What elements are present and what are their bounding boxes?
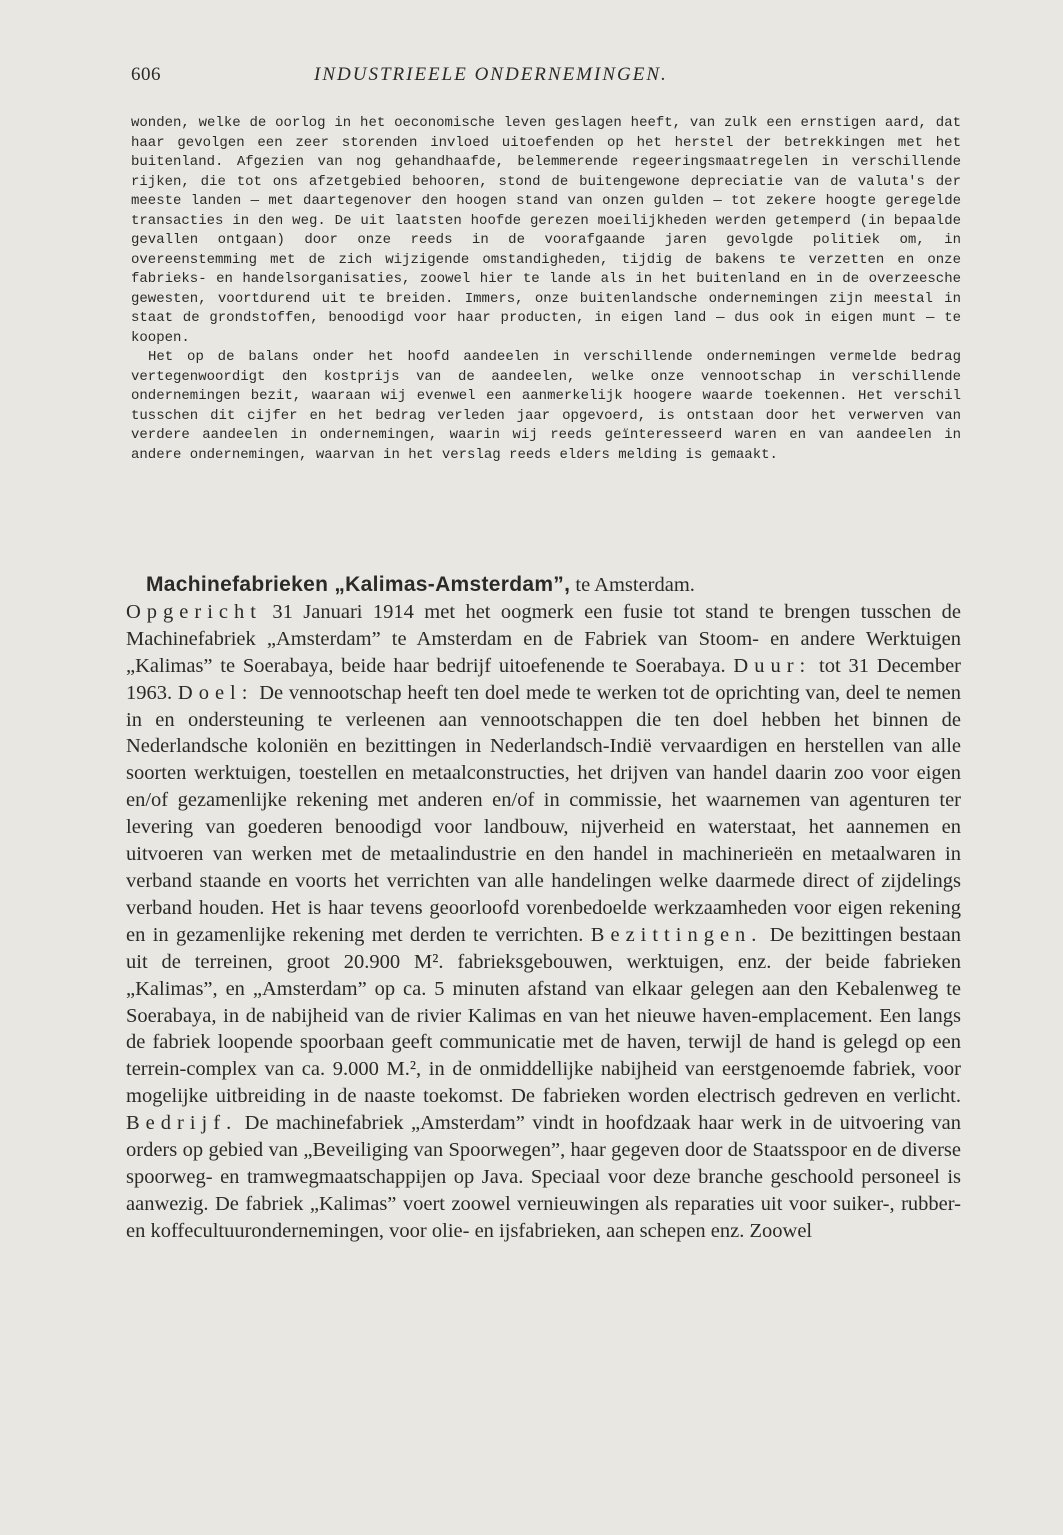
page-header — [131, 64, 961, 94]
intro-paragraph-2: Het op de balans onder het hoofd aandeelen in verschillende ondernemingen vermelde bedrag vertegenwoordigt den kostprijs van de aandeelen, welke onze vennootschap in verschillende ondernemingen bezit, waaraan wij evenwel een aanmerkelijk hoogere waarde toekennen. Het verschil tusschen dit cijfer en het bedrag verleden jaar opgevoerd, is ontstaan door het verwerven van verdere aandeelen in ondernemingen, waarin wij reeds geïnteresseerd waren en van aandeelen in andere ondernemingen, waarvan in het verslag reeds elders melding is gemaakt. — [131, 349, 961, 463]
label-opgericht: Opgericht — [126, 600, 262, 623]
label-bezittingen: Bezittingen. — [590, 923, 763, 946]
text-opgericht: 31 Januari 1914 met het oogmerk een fusie tot stand te brengen tusschen de Machinefabriek „Amsterdam” te Amsterdam en de Fabriek van Stoom- en andere Werktuigen „Kalimas” te Soerabaya, beide haar bedrijf uitoefenende te Soerabaya. — [126, 600, 961, 677]
text-doel: De vennootschap heeft ten doel mede te werken tot de oprichting van, deel te nemen in en ondersteuning te verleenen aan vennootschappen die ten doel hebben het binnen de Nederlandsche koloniën en bezittingen in Nederlandsch-Indië vervaardigen en herstellen van alle soorten werktuigen, toestellen en metaalconstructies, het drijven van handel daarin zoo voor eigen en/of gezamenlijke rekening met anderen en/of in commissie, het waarnemen van agenturen ter levering van goederen benoodigd voor landbouw, nijverheid en waterstaat, het aannemen en uitvoeren van werken met de metaalindustrie en den handel in machinerieën en metaalwaren in verband staande en voorts het verrichten van alle handelingen welke daarmede direct of zijdelings verband houden. Het is haar tevens geoorloofd vorenbedoelde werkzaamheden voor eigen rekening en in gezamenlijke rekening met derden te verrichten. — [126, 681, 962, 946]
intro-paragraph-1: wonden, welke de oorlog in het oeconomische leven geslagen heeft, van zulk een ernstigen aard, dat haar gevolgen een zeer storenden invloed uitoefenden op het herstel der betrekkingen met het buitenland. Afgezien van nog gehandhaafde, belemmerende regeeringsmaatregelen in verschillende rijken, die tot ons afzetgebied behooren, stond de buitengewone depreciatie van de valuta's der meeste landen — met daartegenover den hoogen stand van onzen gulden — tot zekere hoogte geregelde transacties in den weg. De uit laatsten hoofde gerezen moeilijkheden werden getemperd (in bepaalde gevallen ontgaan) door onze reeds in de voorafgaande jaren gevolgde politiek om, in overeenstemming met de zich wijzigende omstandigheden, tijdig de bakens te verzetten en onze fabrieks- en handelsorganisaties, zoowel hier te lande als in het buitenland en in de overzeesche gewesten, voortdurend uit te breiden. Immers, onze buitenlandsche ondernemingen zijn meestal in staat de grondstoffen, benoodigd voor haar producten, in eigen land — dus ook in eigen munt — te koopen. — [131, 115, 961, 346]
company-name: Machinefabrieken „Kalimas-Amsterdam”, — [146, 573, 571, 596]
label-bedrijf: Bedrijf. — [126, 1112, 238, 1135]
text-duur: tot 31 December 1963. — [126, 654, 961, 704]
page-number: 606 — [131, 64, 161, 85]
label-doel: Doel: — [177, 681, 254, 704]
text-bedrijf: De machinefabriek „Amsterdam” vindt in hoofdzaak haar werk in de uitvoering van orders op gebied van „Beveiliging van Spoorwegen”, haar gegeven door de Staatsspoor en de diverse spoorweg- en tramwegmaatschappijen op Java. Speciaal voor deze branche geschoold personeel is aanwezig. De fabriek „Kalimas” voert zoowel vernieuwingen als reparaties uit voor suiker-, rubber- en koffecultuurondernemingen, voor olie- en ijsfabrieken, aan schepen enz. Zoowel — [126, 1112, 961, 1242]
running-title: INDUSTRIEELE ONDERNEMINGEN. — [314, 64, 668, 85]
intro-text — [131, 114, 961, 465]
company-location: te Amsterdam. — [570, 574, 695, 596]
label-duur: Duur: — [733, 654, 812, 677]
company-paragraph — [126, 572, 961, 1245]
text-bezittingen: De bezittingen bestaan uit de terreinen, groot 20.900 M². fabrieksgebouwen, werktuigen, enz. der beide fabrieken „Kalimas”, en „Amsterdam” op ca. 5 minuten afstand van elkaar gelegen aan den Kebalenweg te Soerabaya, in de nabijheid van de rivier Kalimas en van het nieuwe haven-emplacement. Een langs de fabriek loopende spoorbaan geeft communicatie met de haven, terwijl de hand is gelegd op een terrein-complex van ca. 9.000 M.², in de onmiddellijke nabijheid van eerstgenoemde fabriek, voor mogelijke uitbreiding in de naaste toekomst. De fabrieken worden electrisch gedreven en verlicht. — [126, 923, 962, 1108]
company-entry — [126, 572, 961, 1245]
